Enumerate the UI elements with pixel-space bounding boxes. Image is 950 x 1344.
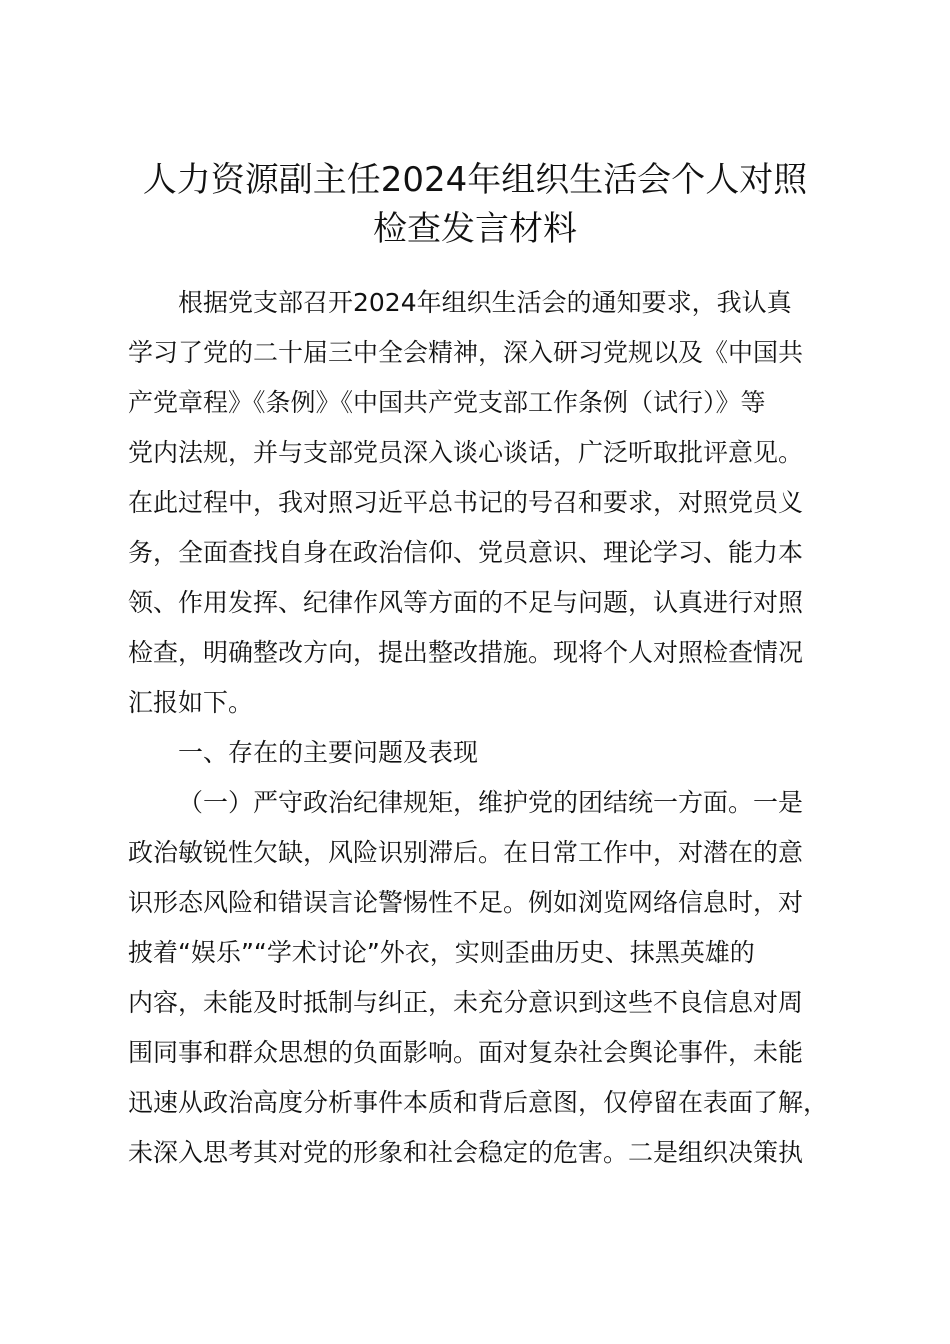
paragraph-line: 识形态风险和错误言论警惕性不足。例如浏览网络信息时，对: [128, 888, 804, 917]
paragraph-line: 根据党支部召开2024年组织生活会的通知要求，我认真: [178, 288, 792, 317]
paragraph-line: 在此过程中，我对照习近平总书记的号召和要求，对照党员义: [128, 488, 804, 517]
paragraph-line: （一）严守政治纪律规矩，维护党的团结统一方面。一是: [178, 788, 804, 817]
paragraph-line: 领、作用发挥、纪律作风等方面的不足与问题，认真进行对照: [128, 588, 804, 617]
document-title-line-1: 人力资源副主任2024年组织生活会个人对照: [142, 160, 808, 200]
paragraph-line: 产党章程》《条例》《中国共产党支部工作条例（试行）》等: [128, 388, 766, 417]
section-heading: 一、存在的主要问题及表现: [178, 738, 479, 767]
paragraph-line: 务，全面查找自身在政治信仰、党员意识、理论学习、能力本: [128, 538, 804, 567]
paragraph-line: 未深入思考其对党的形象和社会稳定的危害。二是组织决策执: [128, 1138, 804, 1167]
paragraph-line: 围同事和群众思想的负面影响。面对复杂社会舆论事件，未能: [128, 1038, 804, 1067]
paragraph-line: 党内法规，并与支部党员深入谈心谈话，广泛听取批评意见。: [128, 438, 804, 467]
paragraph-line: 迅速从政治高度分析事件本质和背后意图，仅停留在表面了解，: [128, 1088, 829, 1117]
paragraph-line: 政治敏锐性欠缺，风险识别滞后。在日常工作中，对潜在的意: [128, 838, 804, 867]
paragraph-line: 内容，未能及时抵制与纠正，未充分意识到这些不良信息对周: [128, 988, 804, 1017]
paragraph-line: 学习了党的二十届三中全会精神，深入研习党规以及《中国共: [128, 338, 804, 367]
document-title-line-2: 检查发言材料: [373, 209, 577, 249]
paragraph-line: 检查，明确整改方向，提出整改措施。现将个人对照检查情况: [128, 638, 804, 667]
paragraph-line: 披着“娱乐”“学术讨论”外衣，实则歪曲历史、抹黑英雄的: [128, 938, 755, 967]
paragraph-line: 汇报如下。: [128, 688, 254, 717]
